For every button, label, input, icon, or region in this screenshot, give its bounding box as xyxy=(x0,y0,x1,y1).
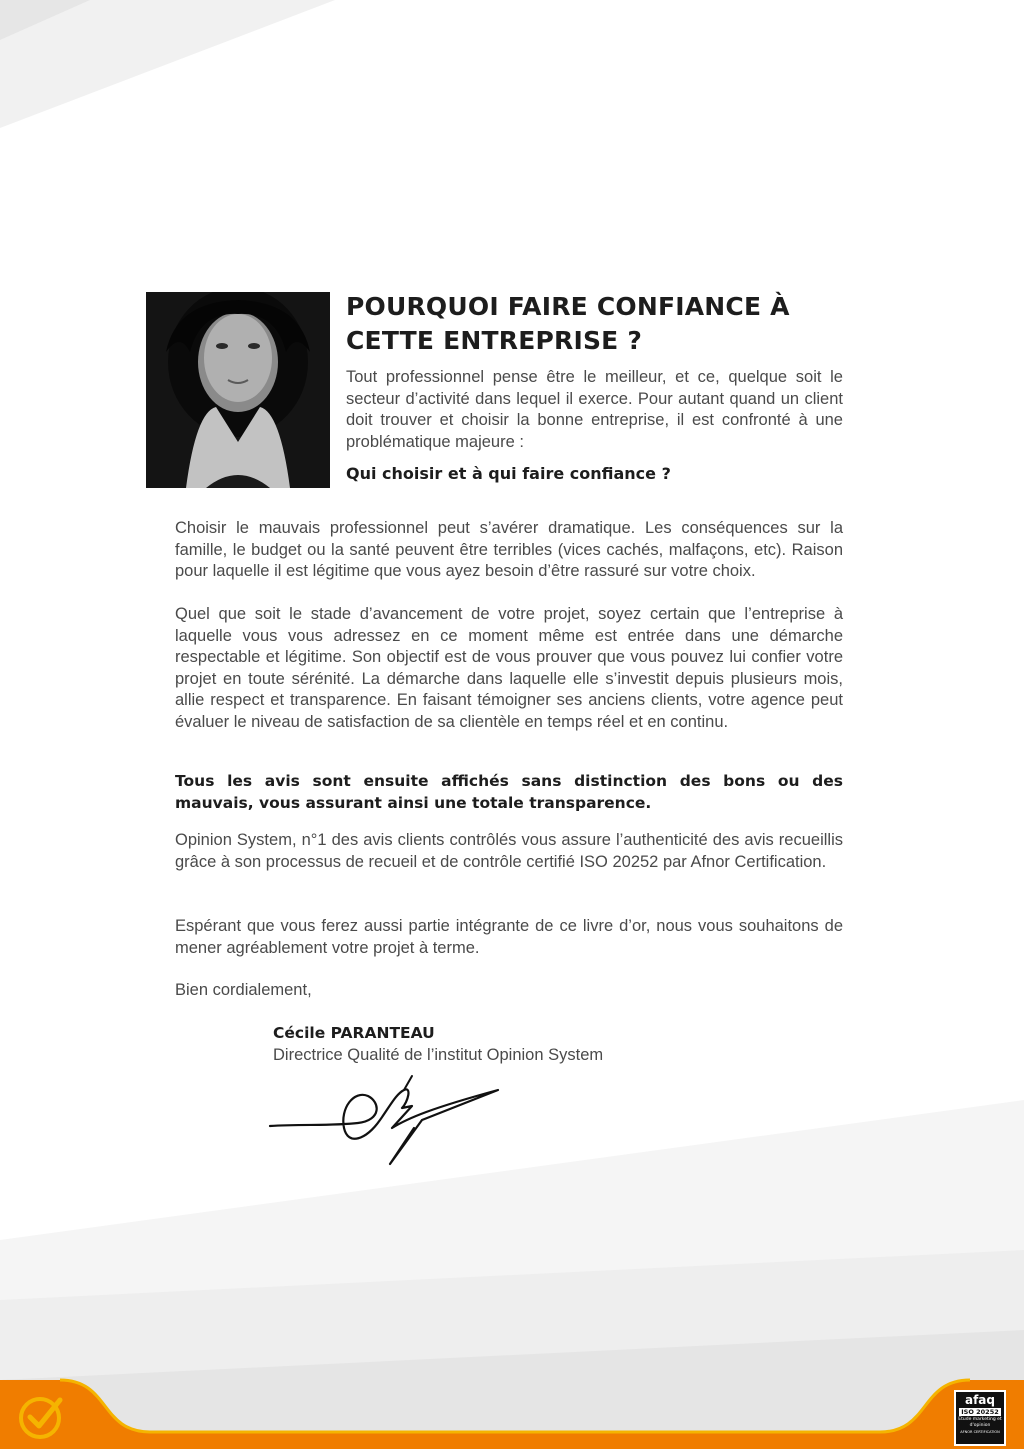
title-line-1: POURQUOI FAIRE CONFIANCE À xyxy=(346,292,790,321)
portrait-photo xyxy=(146,292,330,488)
afaq-subtitle: Etude marketing et d'opinion xyxy=(958,1417,1002,1428)
afaq-certifier: AFNOR CERTIFICATION xyxy=(960,1430,1000,1434)
page-title xyxy=(346,290,826,358)
check-logo-icon xyxy=(14,1392,70,1442)
afaq-standard: ISO 20252 xyxy=(961,1408,999,1416)
body-paragraph-4: Opinion System, n°1 des avis clients contrôlés vous assure l’authenticité des avis recueillis grâce à son processus de recueil et de contrôle certifié ISO 20252 par Afnor Certification. xyxy=(175,831,843,871)
body-paragraph-1: Choisir le mauvais professionnel peut s’avérer dramatique. Les conséquences sur la famille, le budget ou la santé peuvent être terribles (vices cachés, malfaçons, etc). Raison pour laquelle il est légitime que vous ayez besoin d’être rassuré sur votre choix. xyxy=(175,519,843,580)
afaq-brand: afaq xyxy=(964,1393,995,1407)
transparency-statement: Tous les avis sont ensuite affichés sans distinction des bons ou des mauvais, vous assurant ainsi une totale transparence. xyxy=(175,772,843,812)
closing-greeting: Bien cordialement, xyxy=(175,981,312,999)
signatory-name: Cécile PARANTEAU xyxy=(273,1024,435,1042)
handwritten-signature xyxy=(262,1068,508,1172)
title-line-2: CETTE ENTREPRISE ? xyxy=(346,326,643,355)
body-paragraph-2: Quel que soit le stade d’avancement de votre projet, soyez certain que l’entreprise à laquelle vous vous adressez en ce moment même est entrée dans une démarche respectable et légitime. Son objectif est de vous prouver que vous pouvez lui confier votre projet en toute sérénité. La démarche dans laquelle elle s’investit depuis plusieurs mois, allie respect et transparence. En faisant témoigner ses anciens clients, votre agence peut évaluer le niveau de satisfaction de sa clientèle en temps réel et en continu. xyxy=(175,605,843,731)
afaq-certification-badge xyxy=(954,1390,1006,1446)
signatory-role: Directrice Qualité de l’institut Opinion System xyxy=(273,1046,604,1064)
intro-paragraph: Tout professionnel pense être le meilleur, et ce, quelque soit le secteur d’activité dans lequel il exerce. Pour autant quand un client doit trouver et choisir la bonne entreprise, il est confronté à une problématique majeure : xyxy=(346,368,843,451)
key-question: Qui choisir et à qui faire confiance ? xyxy=(346,464,671,483)
body-paragraph-5: Espérant que vous ferez aussi partie intégrante de ce livre d’or, nous vous souhaitons de mener agréablement votre projet à terme. xyxy=(175,917,843,957)
